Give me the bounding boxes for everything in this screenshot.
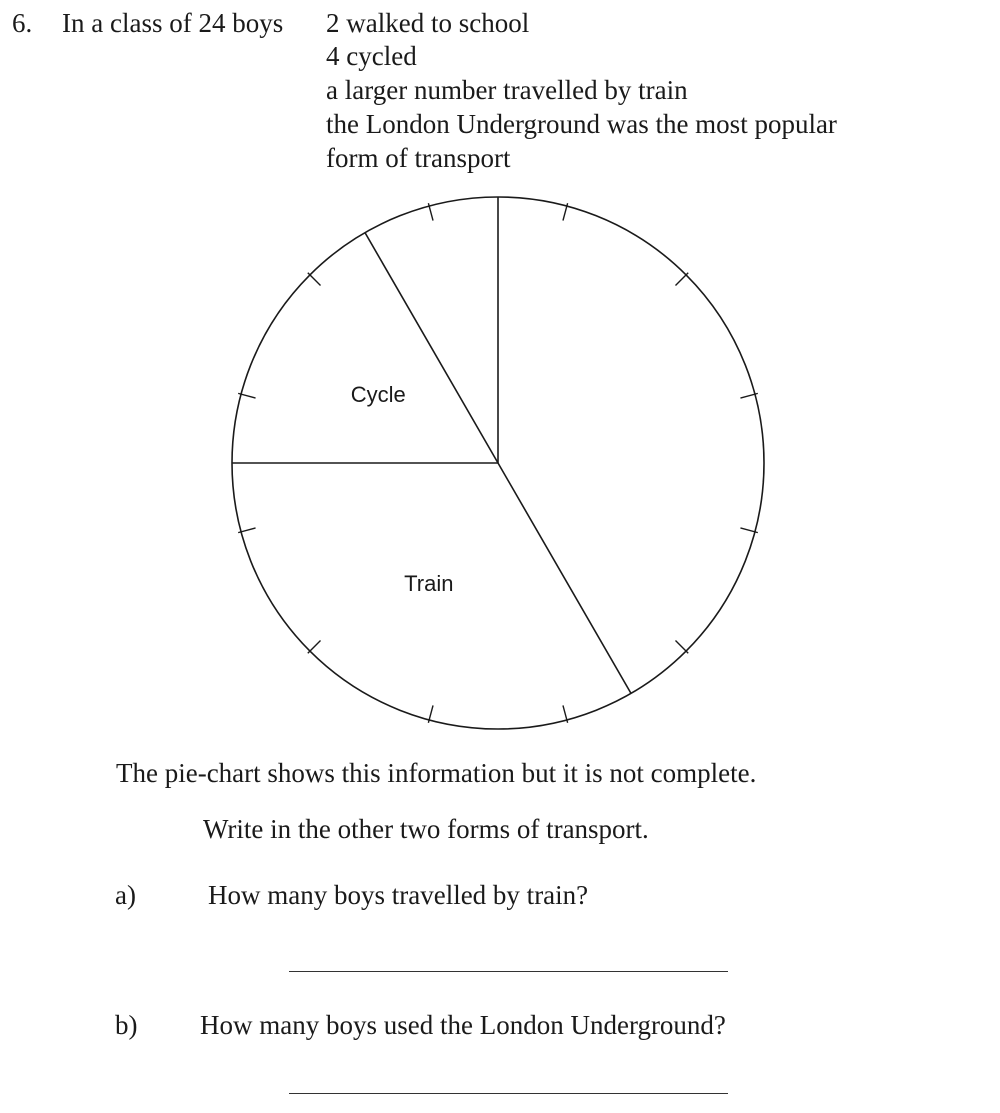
part-b-label: b)	[115, 1010, 138, 1040]
question-intro: In a class of 24 boys	[62, 8, 284, 38]
pie-dividers	[232, 197, 631, 693]
pie-tick-21	[308, 273, 321, 286]
pie-tick-9	[675, 640, 688, 653]
pie-slice-divider-1	[498, 463, 631, 693]
fact-walked: 2 walked to school	[326, 8, 530, 38]
fact-train: a larger number travelled by train	[326, 75, 688, 105]
answer-line-a[interactable]	[289, 971, 728, 972]
answer-line-b[interactable]	[289, 1093, 728, 1094]
pie-tick-15	[308, 640, 321, 653]
fact-underground-cont: form of transport	[326, 143, 511, 173]
pie-slice-label-1: Train	[404, 570, 454, 596]
pie-slice-divider-3	[365, 233, 498, 463]
part-a-question: How many boys travelled by train?	[208, 880, 589, 910]
fact-cycled: 4 cycled	[326, 41, 417, 71]
question-number: 6.	[12, 8, 33, 38]
instruction-text: Write in the other two forms of transport.	[203, 814, 649, 844]
statement-text: The pie-chart shows this information but it is not complete.	[116, 758, 757, 788]
part-a-label: a)	[115, 880, 136, 910]
fact-underground: the London Underground was the most popular	[326, 109, 837, 139]
pie-labels	[351, 382, 454, 596]
pie-tick-3	[675, 273, 688, 286]
part-b-question: How many boys used the London Underground?	[200, 1010, 726, 1040]
pie-slice-label-2: Cycle	[350, 381, 406, 407]
